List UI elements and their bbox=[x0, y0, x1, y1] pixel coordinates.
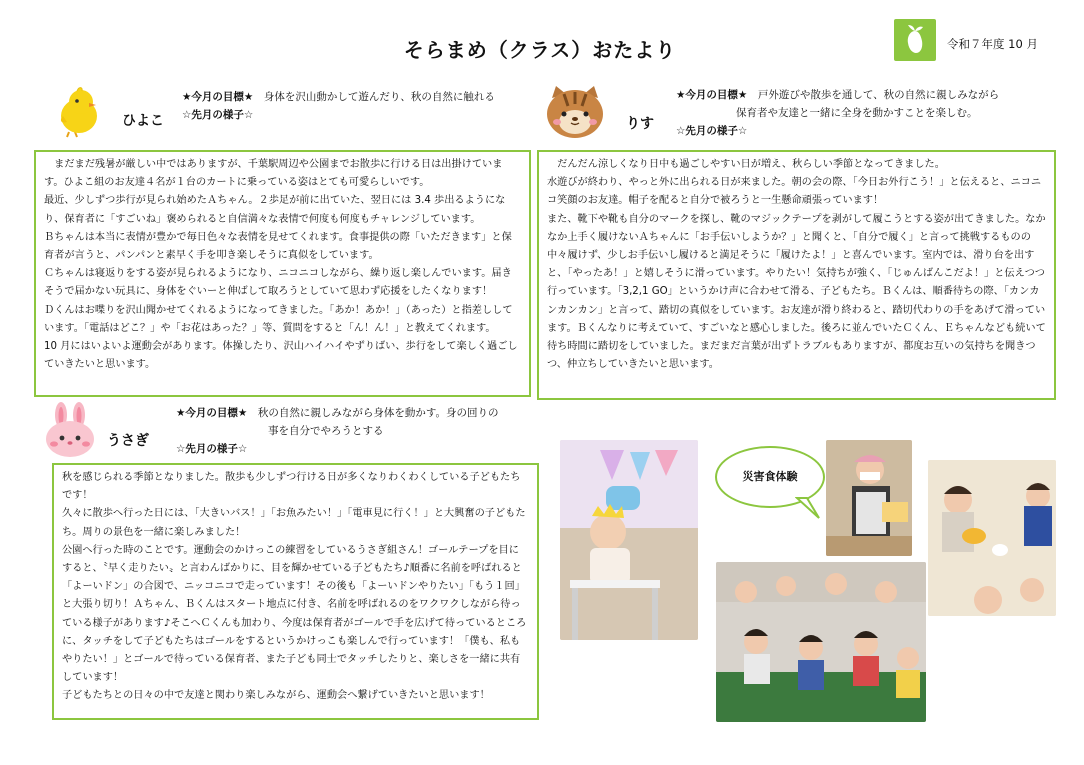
goal-hiyoko bbox=[182, 88, 522, 124]
goal-label: ★今月の目標★ bbox=[176, 407, 248, 419]
goal-text-2: 事を自分でやろうとする bbox=[268, 425, 384, 437]
goal-text-2: 保育者や友達と一緒に全身を動かすことを楽しむ。 bbox=[736, 107, 978, 119]
prev-label: ☆先月の様子☆ bbox=[176, 443, 248, 455]
chick-icon bbox=[55, 86, 105, 138]
page-title: そらまめ（クラス）おたより bbox=[403, 38, 677, 62]
report-box-risu bbox=[537, 150, 1056, 400]
paragraph: Ｂちゃんは本当に表情が豊かで毎日色々な表情を見せてくれます。食事提供の際「いただきます」と保育者が言うと、パンパンと素早く手を叩き楽しそうに真似をしています。 bbox=[44, 231, 512, 262]
paragraph: 10 月にはいよいよ運動会があります。体操したり、沢山ハイハイやずりばい、歩行をして楽しく過ごしていきたいと思います。 bbox=[44, 341, 518, 371]
bean-logo-icon bbox=[894, 19, 936, 61]
paragraph: まだまだ残暑が厳しい中ではありますが、千葉駅周辺や公園までお散歩に行ける日は出掛けています。ひよこ組のお友達４名が１台のカートに乗っている姿はとても可愛らしいです。 bbox=[44, 159, 503, 189]
issue-date: 令和７年度 10 月 bbox=[947, 37, 1038, 51]
goal-text: 秋の自然に親しみながら身体を動かす。身の回りの bbox=[257, 407, 499, 419]
paragraph: 子どもたちとの日々の中で友達と関わり楽しみながら、運動会へ繋げていきたいと思います！ bbox=[62, 690, 490, 702]
bubble-tail-icon bbox=[795, 496, 821, 520]
goal-usagi bbox=[176, 404, 536, 458]
bubble-label: 災害食体験 bbox=[742, 470, 798, 483]
goal-risu bbox=[676, 86, 1056, 140]
photo-teacher-food bbox=[826, 440, 912, 556]
photo-kids-table bbox=[928, 460, 1056, 616]
photo-baby-in-chair bbox=[560, 440, 698, 640]
class-name-hiyoko: ひよこ bbox=[122, 113, 164, 129]
goal-label: ★今月の目標★ bbox=[182, 91, 254, 103]
paragraph: 久々に散歩へ行った日には、「大きいバス！」「お魚みたい！」「電車見に行く！」と大興奮の子どもたち。周りの景色を一緒に楽しみました！ bbox=[62, 508, 526, 538]
goal-text: 戸外遊びや散歩を通して、秋の自然に親しみながら bbox=[757, 89, 1000, 101]
report-box-usagi bbox=[52, 463, 539, 720]
paragraph: また、靴下や靴も自分のマークを探し、靴のマジックテープを剥がして履こうとする姿が出てきました。なかなか上手く履けないＡちゃんに「お手伝いしようか？」と聞くと、「自分で履く」と言って挑戦するものの中々履けず、少しお手伝いし履けると満足そうに「履けたよ！」と喜んでいます。室内では、滑り台を出すと、「やったあ！」と嬉しそうに滑っています。やりたい！気持ちが強く、「じゅんばんこだよ！」と伝えつつ行っています。「3,2,1 GO」というかけ声に合わせて滑る、子どもたち。Ｂくんは、順番待ちの際、「カンカンカンカン」と言って、踏切の真似をしています。お友達が滑り終わると、踏切代わりの手をあげて滑っています。Ｂくんなりに考えていて、すごいなと感心しました。後ろに並んでいたＣくん、Ｅちゃんなども続いて待ち時間に踏切をしていました。まだまだ言葉が出ずトラブルもありますが、都度お互いの気持ちを聞きつつ、仲立ちしていきたいと思います。 bbox=[547, 213, 1046, 371]
prev-label: ☆先月の様子☆ bbox=[182, 109, 254, 121]
rabbit-icon bbox=[42, 402, 98, 458]
squirrel-icon bbox=[544, 84, 606, 140]
paragraph: 最近、少しずつ歩行が見られ始めたＡちゃん。２歩足が前に出ていた、翌日には 3.4 歩出るようになり、保育者に「すごいね」褒められると自信満々な表情で何度も何度もチャレンジしています。 bbox=[44, 195, 506, 225]
paragraph: だんだん涼しくなり日中も過ごしやすい日が増え、秋らしい季節となってきました。 bbox=[547, 159, 945, 170]
photo-group-eating bbox=[716, 562, 926, 722]
class-name-risu: りす bbox=[626, 116, 654, 132]
paragraph: 水遊びが終わり、やっと外に出られる日が来ました。朝の会の際、「今日お外行こう！」と伝えると、ニコニコ笑顔のお友達。帽子を配ると自分で被ろうと一生懸命頑張っています！ bbox=[547, 177, 1042, 207]
class-name-usagi: うさぎ bbox=[107, 433, 149, 449]
paragraph: 秋を感じられる季節となりました。散歩も少しずつ行ける日が多くなりわくわくしている子どもたちです！ bbox=[62, 472, 521, 502]
paragraph: Ｄくんはお喋りを沢山聞かせてくれるようになってきました。「あか！あか！」（あった）と指差ししています。「電話はどこ？」や「お花はあった？」等、質問をすると「ん！ん！」と教えてくれます。 bbox=[44, 304, 513, 334]
goal-text: 身体を沢山動かして遊んだり、秋の自然に触れる bbox=[263, 91, 495, 103]
prev-label: ☆先月の様子☆ bbox=[676, 125, 748, 137]
goal-label: ★今月の目標★ bbox=[676, 89, 748, 101]
paragraph: Ｃちゃんは寝返りをする姿が見られるようになり、ニコニコしながら、繰り返し楽しんでいます。届きそうで届かない玩具に、身体をぐいーと伸ばして取ろうとしていて思わず応援をしたくなります！ bbox=[44, 268, 512, 298]
paragraph: 公園へ行った時のことです。運動会のかけっこの練習をしているうさぎ組さん！ゴールテープを目にすると、〝早く走りたい〟と言わんばかりに、目を輝かせている子どもたち♪順番に名前を呼ばれると「よーいドン」の合図で、ニッコニコで走っています！その後も「よーいドンやりたい」「もう１回」と大張り切り！Ａちゃん、Ｂくんはスタート地点に付き、名前を呼ばれるのをワクワクしながら待っている様子があります♪そこへＣくんも加わり、今度は保育者がゴールで手を広げて待っているところに、タッチをして子どもたちはゴールをするというかけっこも楽しんで行っています！「僕も、私もやりたい！」とゴールで待っている保育者、また子ども同士でタッチしたりと、楽しさを一緒に共有しています！ bbox=[62, 544, 527, 684]
report-box-hiyoko bbox=[34, 150, 531, 397]
